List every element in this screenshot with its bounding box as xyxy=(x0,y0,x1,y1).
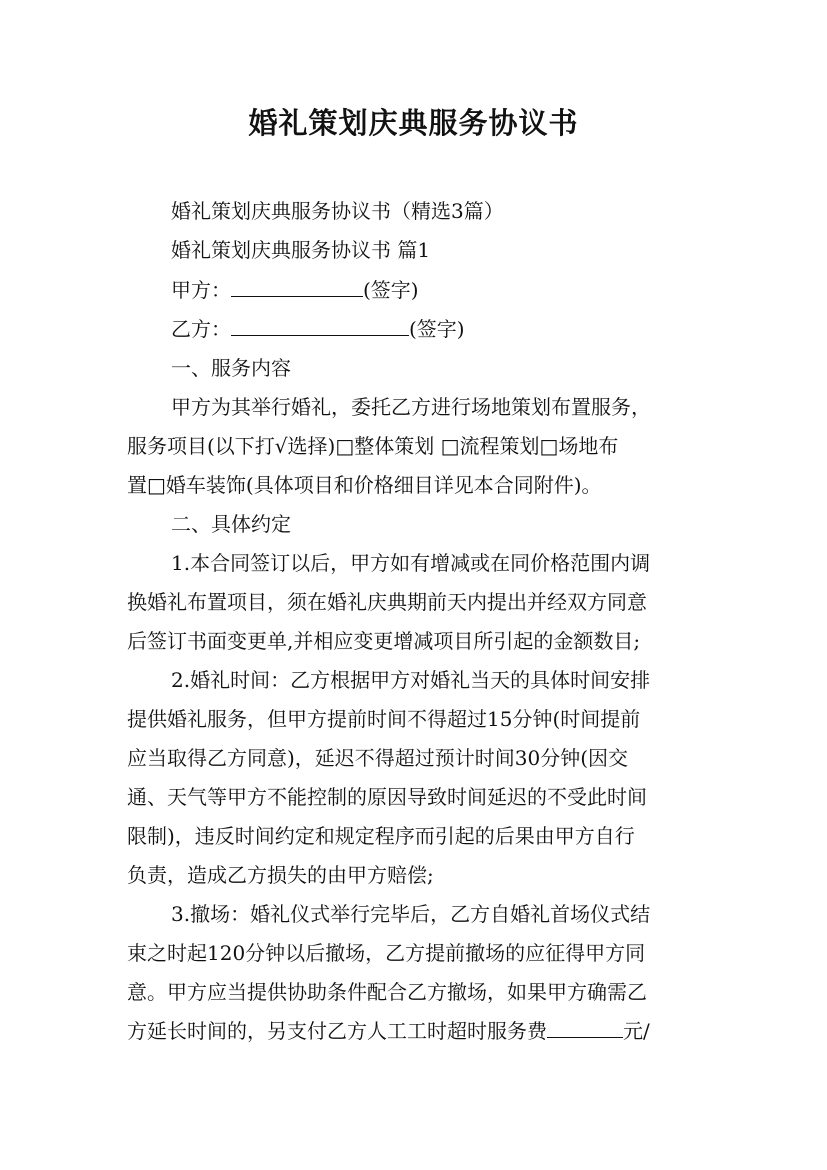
text: 1.本合同签订以后，甲方如有增减或在同价格范围内调 xyxy=(171,551,651,575)
paragraph-line xyxy=(171,548,650,578)
paragraph-line xyxy=(127,860,434,890)
party-a-label: 甲方： xyxy=(171,278,231,302)
text: 3.撤场：婚礼仪式举行完毕后，乙方自婚礼首场仪式结 xyxy=(171,902,651,926)
paragraph-line xyxy=(171,899,650,929)
text: 限制)，违反时间约定和规定程序而引起的后果由甲方自行 xyxy=(127,824,635,848)
text: 甲方为其举行婚礼，委托乙方进行场地策划布置服务， xyxy=(171,395,651,419)
text: 意。甲方应当提供协助条件配合乙方撤场，如果甲方确需乙 xyxy=(127,980,647,1004)
text: 服务项目(以下打√选择)□整体策划 □流程策划□场地布 xyxy=(127,434,619,458)
text: 应当取得乙方同意)，延迟不得超过预计时间30分钟(因交 xyxy=(127,746,629,770)
fee-unit: 元/ xyxy=(623,1019,650,1043)
text: 一、服务内容 xyxy=(171,356,291,380)
text: 换婚礼布置项目，须在婚礼庆典期前天内提出并经双方同意 xyxy=(127,590,647,614)
paragraph-line xyxy=(127,782,647,812)
text: 负责，造成乙方损失的由甲方赔偿; xyxy=(127,863,434,887)
text: 通、天气等甲方不能控制的原因导致时间延迟的不受此时间 xyxy=(127,785,647,809)
text: 婚礼策划庆典服务协议书 篇1 xyxy=(171,238,431,262)
section-heading-1 xyxy=(171,353,291,383)
text: 置□婚车装饰(具体项目和价格细目详见本合同附件)。 xyxy=(127,473,602,497)
party-b-line xyxy=(171,314,465,344)
paragraph-line xyxy=(127,1016,650,1046)
paragraph-line xyxy=(127,977,647,1007)
text: 2.婚礼时间：乙方根据甲方对婚礼当天的具体时间安排 xyxy=(171,668,651,692)
text: 束之时起120分钟以后撤场，乙方提前撤场的应征得甲方同 xyxy=(127,941,646,965)
text: 方延长时间的，另支付乙方人工工时超时服务费 xyxy=(127,1019,547,1043)
signature-blank xyxy=(231,276,363,297)
text: 提供婚礼服务，但甲方提前时间不得超过15分钟(时间提前 xyxy=(127,707,641,731)
signature-note: (签字) xyxy=(409,317,465,341)
text: 婚礼策划庆典服务协议书（精选3篇） xyxy=(171,199,504,223)
paragraph-line xyxy=(127,821,635,851)
paragraph-line xyxy=(127,743,628,773)
paragraph-line xyxy=(171,665,650,695)
section-heading-2 xyxy=(171,509,291,539)
text: 二、具体约定 xyxy=(171,512,291,536)
paragraph-line xyxy=(127,704,640,734)
subtitle-line xyxy=(171,196,504,226)
party-a-line xyxy=(171,275,419,305)
document-title: 婚礼策划庆典服务协议书 xyxy=(248,106,579,140)
paragraph-line xyxy=(127,587,647,617)
paragraph-line xyxy=(127,938,645,968)
signature-note: (签字) xyxy=(363,278,419,302)
paragraph-line xyxy=(127,431,618,461)
paragraph-line xyxy=(127,626,640,656)
paragraph-line xyxy=(171,392,651,422)
signature-blank xyxy=(231,315,409,336)
text: 后签订书面变更单,并相应变更增减项目所引起的金额数目; xyxy=(127,629,641,653)
party-b-label: 乙方： xyxy=(171,317,231,341)
paragraph-line xyxy=(127,470,602,500)
section-heading xyxy=(171,235,430,265)
fee-blank xyxy=(547,1017,623,1038)
